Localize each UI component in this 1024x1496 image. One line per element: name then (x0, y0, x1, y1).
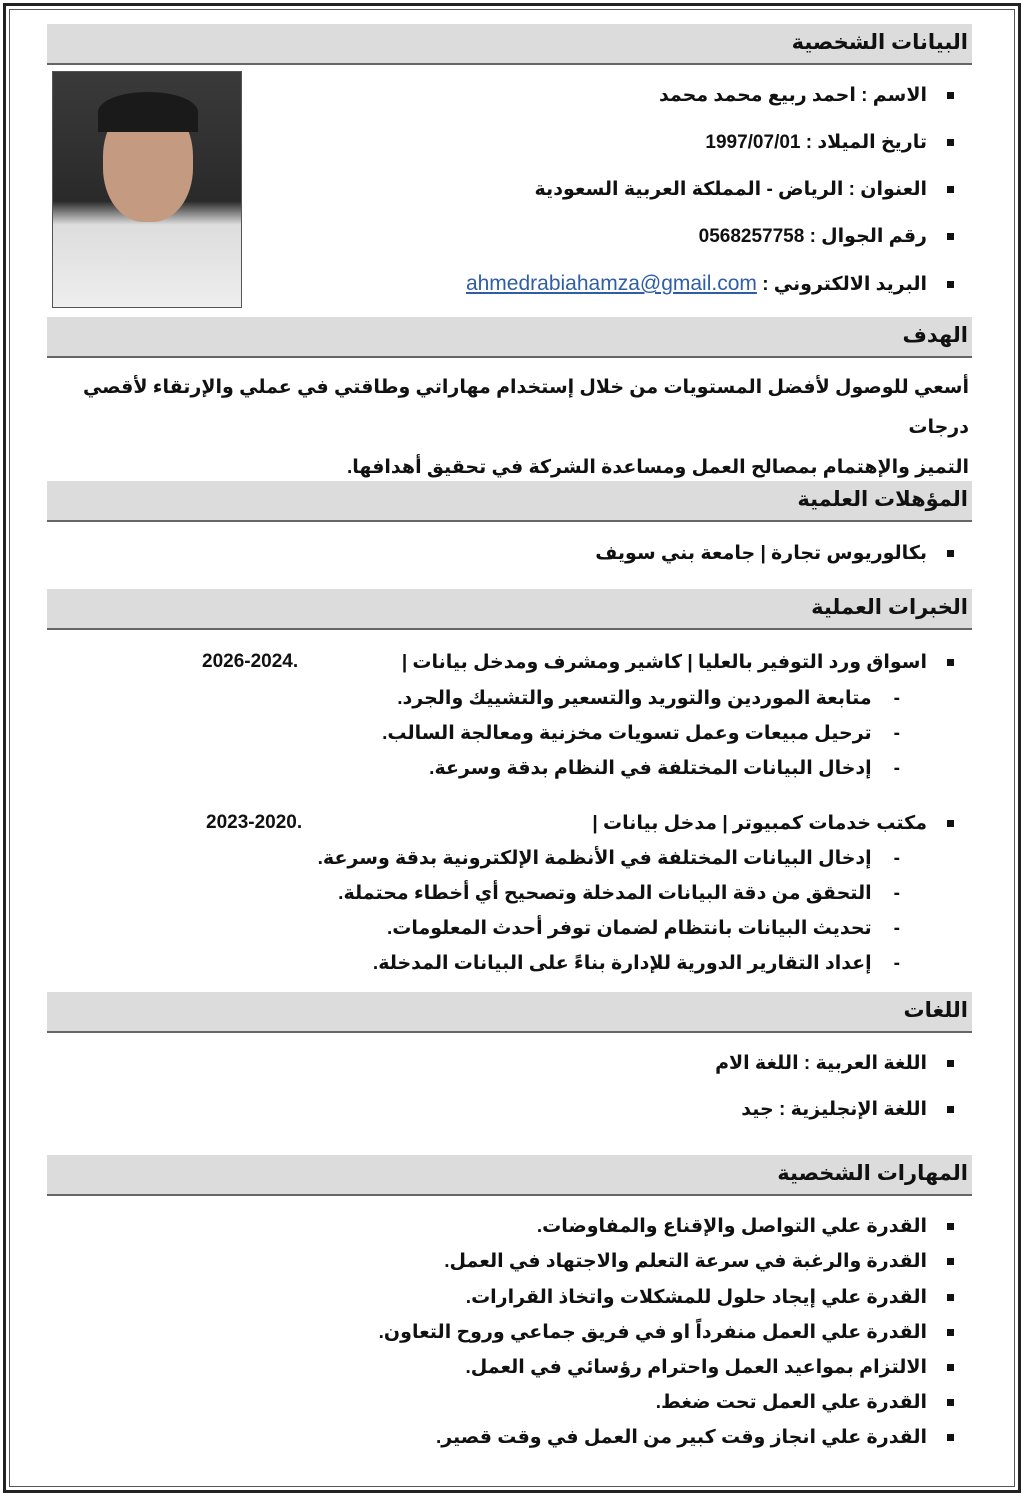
exp-task: -ترحيل مبيعات وعمل تسويات مخزنية ومعالجة السالب. (382, 723, 900, 744)
goal-line: أسعي للوصول لأفضل المستويات من خلال إستخدام مهاراتي وطاقتي في عملي والإرتقاء لأقصي درجات (82, 377, 969, 438)
section-header-personal: البيانات الشخصية (47, 24, 972, 65)
exp-task: -متابعة الموردين والتوريد والتسعير والتشييك والجرد. (397, 688, 900, 709)
exp-task: -التحقق من دقة البيانات المدخلة وتصحيح أي أخطاء محتملة. (338, 883, 900, 904)
section-header-langs: اللغات (47, 992, 972, 1033)
personal-name: الاسم : احمد ربيع محمد محمد (659, 84, 954, 107)
skill-item: القدرة علي العمل منفرداً او في فريق جماعي وروح التعاون. (379, 1321, 954, 1344)
personal-phone: رقم الجوال : 0568257758 (699, 225, 954, 248)
exp-task: -تحديث البيانات بانتظام لضمان توفر أحدث المعلومات. (386, 918, 900, 939)
personal-dob: تاريخ الميلاد : 1997/07/01 (705, 131, 954, 154)
exp-date: 2023-2020. (206, 812, 303, 833)
personal-email: البريد الالكتروني : ahmedrabiahamza@gmail.com (466, 272, 954, 296)
exp-task: -إدخال البيانات المختلفة في الأنظمة الإلكترونية بدقة وسرعة. (317, 848, 900, 869)
section-header-goal: الهدف (47, 317, 972, 358)
skill-item: الالتزام بمواعيد العمل واحترام رؤسائي في العمل. (465, 1356, 954, 1379)
qual-item: بكالوريوس تجارة | جامعة بني سويف (595, 542, 954, 565)
hair-shape (98, 92, 198, 132)
skill-item: القدرة والرغبة في سرعة التعلم والاجتهاد في العمل. (444, 1250, 954, 1273)
section-header-quals: المؤهلات العلمية (47, 481, 972, 522)
skill-item: القدرة علي انجاز وقت كبير من العمل في وقت قصير. (436, 1426, 954, 1449)
section-header-skills: المهارات الشخصية (47, 1155, 972, 1196)
exp-task: -إدخال البيانات المختلفة في النظام بدقة وسرعة. (429, 758, 900, 779)
skill-item: القدرة علي التواصل والإقناع والمفاوضات. (537, 1215, 954, 1238)
profile-photo (52, 71, 242, 308)
email-link[interactable]: ahmedrabiahamza@gmail.com (465, 272, 757, 295)
lang-item: اللغة الإنجليزية : جيد (741, 1098, 954, 1121)
exp-title: مكتب خدمات كمبيوتر | مدخل بيانات | (592, 812, 954, 835)
exp-task: -إعداد التقارير الدورية للإدارة بناءً على البيانات المدخلة. (372, 953, 900, 974)
goal-line: التميز والإهتمام بمصالح العمل ومساعدة الشركة في تحقيق أهدافها. (347, 457, 969, 478)
section-header-exp: الخبرات العملية (47, 589, 972, 630)
personal-address: العنوان : الرياض - المملكة العربية السعودية (535, 178, 954, 201)
exp-date: 2026-2024. (202, 651, 299, 672)
skill-item: القدرة علي العمل تحت ضغط. (656, 1391, 954, 1414)
goal-text (60, 368, 969, 488)
skill-item: القدرة علي إيجاد حلول للمشكلات واتخاذ القرارات. (466, 1286, 954, 1309)
exp-title: اسواق ورد التوفير بالعليا | كاشير ومشرف ومدخل بيانات | (402, 651, 954, 674)
lang-item: اللغة العربية : اللغة الام (715, 1052, 954, 1075)
